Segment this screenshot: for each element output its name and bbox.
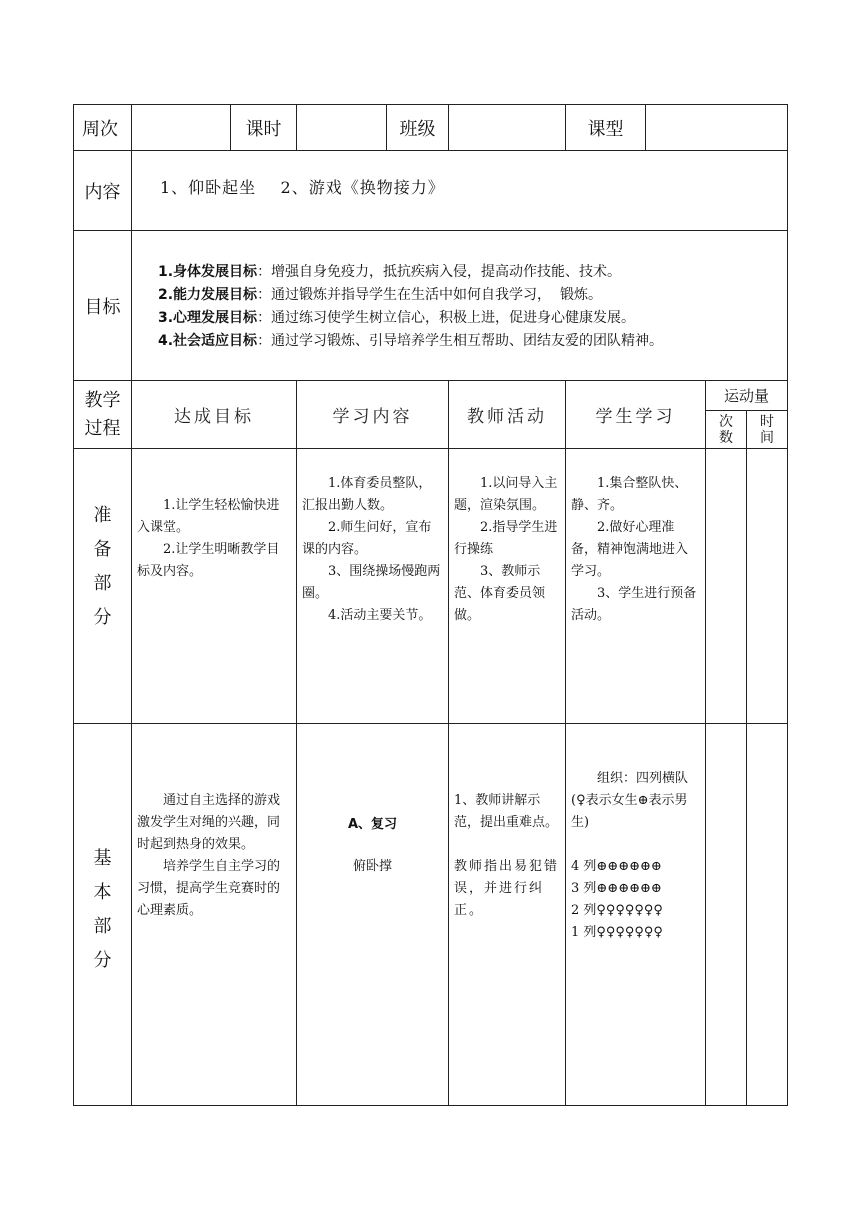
process-label-line: 教学: [84, 389, 121, 411]
content-row: [74, 151, 788, 231]
basic-student: [566, 724, 706, 1106]
basic-label-char: 部: [93, 916, 112, 937]
col-student-header: 学生学习: [566, 381, 706, 449]
content-label: 内容: [74, 151, 132, 231]
prep-time[interactable]: [747, 449, 788, 724]
basic-teacher-item: 教师指出易犯错误，并进行纠正。: [454, 859, 560, 918]
goal-text: ：通过学习锻炼、引导培养学生相互帮助、团结友爱的团队精神。: [257, 333, 664, 349]
col-count-char: 次: [719, 413, 733, 430]
col-time-header: [747, 411, 788, 449]
col-goal-header: 达成目标: [132, 381, 297, 449]
basic-row: [74, 724, 788, 1106]
type-label: 课型: [566, 105, 646, 151]
basic-label-char: 基: [93, 848, 112, 869]
goal-title: 1.身体发展目标: [158, 264, 258, 280]
basic-label-char: 分: [93, 950, 112, 971]
prep-teacher-item: 1.以问导入主题，渲染氛围。: [454, 476, 558, 513]
goals-list: [132, 231, 788, 381]
class-label: 班级: [387, 105, 449, 151]
prep-teacher-item: 3、教师示范、体育委员领做。: [454, 564, 546, 623]
formation-row: 3 列⊕⊕⊕⊕⊕⊕: [571, 881, 662, 896]
basic-count[interactable]: [706, 724, 747, 1106]
basic-teacher: [449, 724, 566, 1106]
basic-content-item: 俯卧撑: [352, 859, 392, 874]
goal-text: ：通过锻炼并指导学生在生活中如何自我学习， 锻炼。: [257, 287, 602, 303]
col-count-char: 数: [719, 429, 733, 446]
goal-title: 3.心理发展目标: [158, 310, 258, 326]
prep-label-char: 分: [93, 607, 112, 628]
prep-goal-item: 2.让学生明晰教学目标及内容。: [137, 542, 280, 579]
prep-content-item: 2.师生问好，宣布课的内容。: [302, 520, 432, 557]
prep-content-item: 3、围绕操场慢跑两圈。: [302, 564, 441, 601]
basic-time[interactable]: [747, 724, 788, 1106]
content-text: 1、仰卧起坐 2、游戏《换物接力》: [132, 151, 788, 231]
basic-teacher-item: 1、教师讲解示范，提出重难点。: [454, 793, 559, 830]
formation-row: 1 列♀♀♀♀♀♀♀: [571, 925, 663, 940]
goal-item: [158, 261, 787, 284]
prep-content-item: 4.活动主要关节。: [328, 608, 432, 623]
week-label: 周次: [74, 105, 132, 151]
basic-student-org: 组织：四列横队(♀表示女生⊕表示男生): [571, 771, 689, 830]
prep-row: [74, 449, 788, 724]
week-value[interactable]: [132, 105, 231, 151]
type-value[interactable]: [646, 105, 788, 151]
col-count-header: [706, 411, 747, 449]
formation: [571, 856, 700, 944]
prep-student-item: 3、学生进行预备活动。: [571, 586, 697, 623]
basic-content: [297, 724, 449, 1106]
prep-student: [566, 449, 706, 724]
goal-title: 4.社会适应目标: [158, 333, 258, 349]
goal-text: ：增强自身免疫力，抵抗疾病入侵，提高动作技能、技术。: [257, 264, 622, 280]
formation-row: 4 列⊕⊕⊕⊕⊕⊕: [571, 859, 662, 874]
goal-title: 2.能力发展目标: [158, 287, 258, 303]
basic-label-char: 本: [93, 882, 112, 903]
basic-content-title: A、复习: [347, 817, 398, 832]
prep-student-item: 2.做好心理准备，精神饱满地进入学习。: [571, 520, 689, 579]
basic-goal: [132, 724, 297, 1106]
prep-student-item: 1.集合整队快、静、齐。: [571, 476, 688, 513]
goal-item: [158, 284, 787, 307]
goals-label: 目标: [74, 231, 132, 381]
goal-item: [158, 330, 787, 353]
goal-text: ：通过练习使学生树立信心，积极上进，促进身心健康发展。: [257, 310, 636, 326]
col-time-char: 间: [760, 429, 774, 446]
prep-teacher-item: 2.指导学生进行操练: [454, 520, 558, 557]
process-label: [74, 381, 132, 449]
prep-label-char: 准: [93, 505, 112, 526]
goal-item: [158, 307, 787, 330]
col-time-char: 时: [760, 413, 774, 430]
col-teacher-header: 教师活动: [449, 381, 566, 449]
prep-label-char: 备: [93, 539, 112, 560]
basic-goal-item: 培养学生自主学习的习惯，提高学生竞赛时的心理素质。: [137, 859, 281, 918]
basic-label: [74, 724, 132, 1106]
process-label-line: 过程: [84, 417, 121, 439]
goals-row: [74, 231, 788, 381]
prep-teacher: [449, 449, 566, 724]
prep-label: [74, 449, 132, 724]
formation-row: 2 列♀♀♀♀♀♀♀: [571, 903, 663, 918]
prep-label-char: 部: [93, 573, 112, 594]
prep-count[interactable]: [706, 449, 747, 724]
prep-goal-item: 1.让学生轻松愉快进入课堂。: [137, 498, 280, 535]
col-load-header: 运动量: [706, 381, 788, 411]
period-label: 课时: [231, 105, 297, 151]
prep-content: [297, 449, 449, 724]
prep-content-item: 1.体育委员整队，汇报出勤人数。: [302, 476, 432, 513]
period-value[interactable]: [297, 105, 387, 151]
prep-goal: [132, 449, 297, 724]
header-row: [74, 105, 788, 151]
process-header-row: [74, 381, 788, 411]
lesson-plan-sheet: [73, 104, 787, 1107]
lesson-plan-table: [73, 104, 788, 1106]
class-value[interactable]: [449, 105, 566, 151]
col-content-header: 学习内容: [297, 381, 449, 449]
basic-goal-item: 通过自主选择的游戏激发学生对绳的兴趣，同时起到热身的效果。: [137, 793, 281, 852]
